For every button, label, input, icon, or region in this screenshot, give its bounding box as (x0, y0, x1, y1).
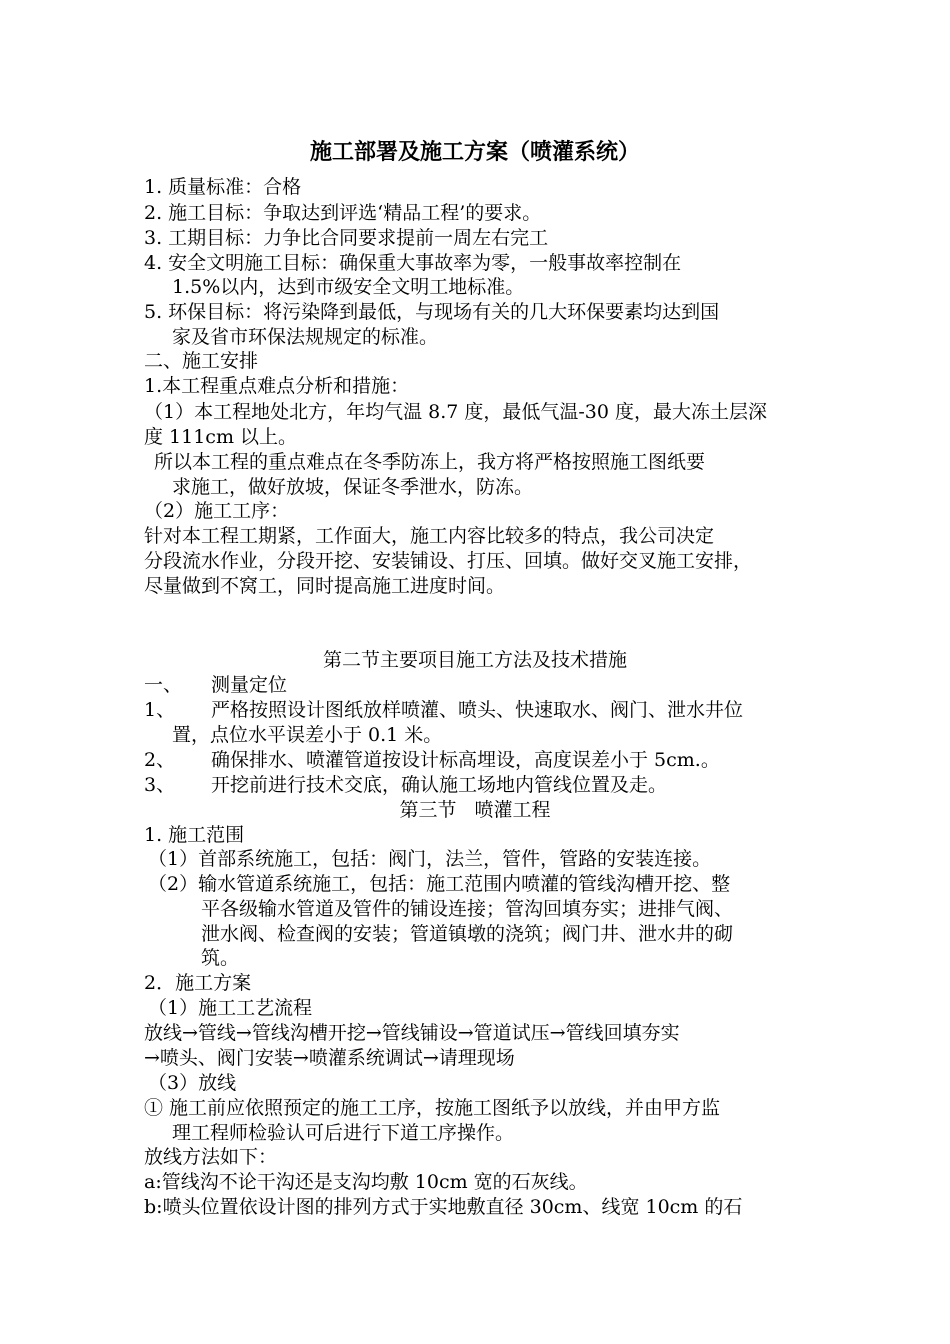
text-line: 5. 环保目标：将污染降到最低，与现场有关的几大环保要素均达到国 (144, 301, 720, 323)
list-marker: 2、 (144, 749, 176, 771)
text-line: 严格按照设计图纸放样喷灌、喷头、快速取水、阀门、泄水井位 (211, 699, 744, 721)
text-line: 3. 工期目标：力争比合同要求提前一周左右完工 (144, 227, 549, 249)
text-line: 放线→管线→管线沟槽开挖→管线铺设→管道试压→管线回填夯实 (144, 1022, 680, 1044)
text-line: 所以本工程的重点难点在冬季防冻上，我方将严格按照施工图纸要 (154, 451, 706, 473)
text-line: 测量定位 (211, 674, 288, 696)
text-line: 分段流水作业，分段开挖、安装铺设、打压、回填。做好交叉施工安排， (144, 550, 753, 572)
text-line: a:管线沟不论干沟还是支沟均敷 10cm 宽的石灰线。 (144, 1171, 588, 1193)
list-marker: 一、 (144, 674, 183, 696)
list-marker: 3、 (144, 774, 176, 796)
text-line: 1. 施工范围 (144, 824, 245, 846)
text-line: 平各级输水管道及管件的铺设连接；管沟回填夯实；进排气阀、 (201, 898, 734, 920)
document-title: 施工部署及施工方案（喷灌系统） (309, 139, 640, 165)
text-line: （2）施工工序： (144, 500, 290, 522)
text-line: 尽量做到不窝工，同时提高施工进度时间。 (144, 575, 506, 597)
text-line: →喷头、阀门安装→喷灌系统调试→请理现场 (144, 1047, 515, 1069)
text-line: （3）放线 (148, 1072, 237, 1094)
text-line: 确保排水、喷灌管道按设计标高埋设，高度误差小于 5cm.。 (211, 749, 720, 771)
text-line: （1）施工工艺流程 (148, 997, 313, 1019)
text-line: 泄水阀、检查阀的安装；管道镇墩的浇筑；阀门井、泄水井的砌 (201, 923, 734, 945)
text-line: （2）输水管道系统施工，包括：施工范围内喷灌的管线沟槽开挖、整 (148, 873, 731, 895)
text-line: 度 111cm 以上。 (144, 426, 298, 448)
text-line: 针对本工程工期紧，工作面大，施工内容比较多的特点，我公司决定 (144, 525, 715, 547)
text-line: 理工程师检验认可后进行下道工序操作。 (172, 1122, 515, 1144)
text-line: b:喷头位置依设计图的排列方式于实地敷直径 30cm、线宽 10cm 的石 (144, 1196, 743, 1218)
text-line: 放线方法如下： (144, 1146, 278, 1168)
text-line: 筑。 (201, 947, 240, 969)
section-heading: 二、施工安排 (144, 350, 259, 372)
text-line: ① 施工前应依照预定的施工工序，按施工图纸予以放线，并由甲方监 (144, 1097, 721, 1119)
section-heading: 第三节 喷灌工程 (399, 799, 551, 821)
text-line: 置，点位水平误差小于 0.1 米。 (172, 724, 443, 746)
section-heading: 第二节主要项目施工方法及技术措施 (322, 649, 627, 671)
text-line: 开挖前进行技术交底，确认施工场地内管线位置及走。 (211, 774, 668, 796)
text-line: 2. 施工目标：争取达到评选‘精品工程’的要求。 (144, 202, 542, 224)
text-line: 2．施工方案 (144, 972, 252, 994)
text-line: 1.5%以内，达到市级安全文明工地标准。 (172, 276, 525, 298)
text-line: （1）本工程地处北方，年均气温 8.7 度，最低气温-30 度，最大冻土层深 (144, 401, 768, 423)
text-line: 家及省市环保法规规定的标准。 (172, 326, 439, 348)
text-line: 1. 质量标准：合格 (144, 176, 302, 198)
text-line: （1）首部系统施工，包括：阀门，法兰，管件，管路的安装连接。 (148, 848, 712, 870)
text-line: 1.本工程重点难点分析和措施： (144, 375, 410, 397)
text-line: 求施工，做好放坡，保证冬季泄水，防冻。 (172, 476, 534, 498)
list-marker: 1、 (144, 699, 176, 721)
text-line: 4. 安全文明施工目标：确保重大事故率为零，一般事故率控制在 (144, 252, 682, 274)
